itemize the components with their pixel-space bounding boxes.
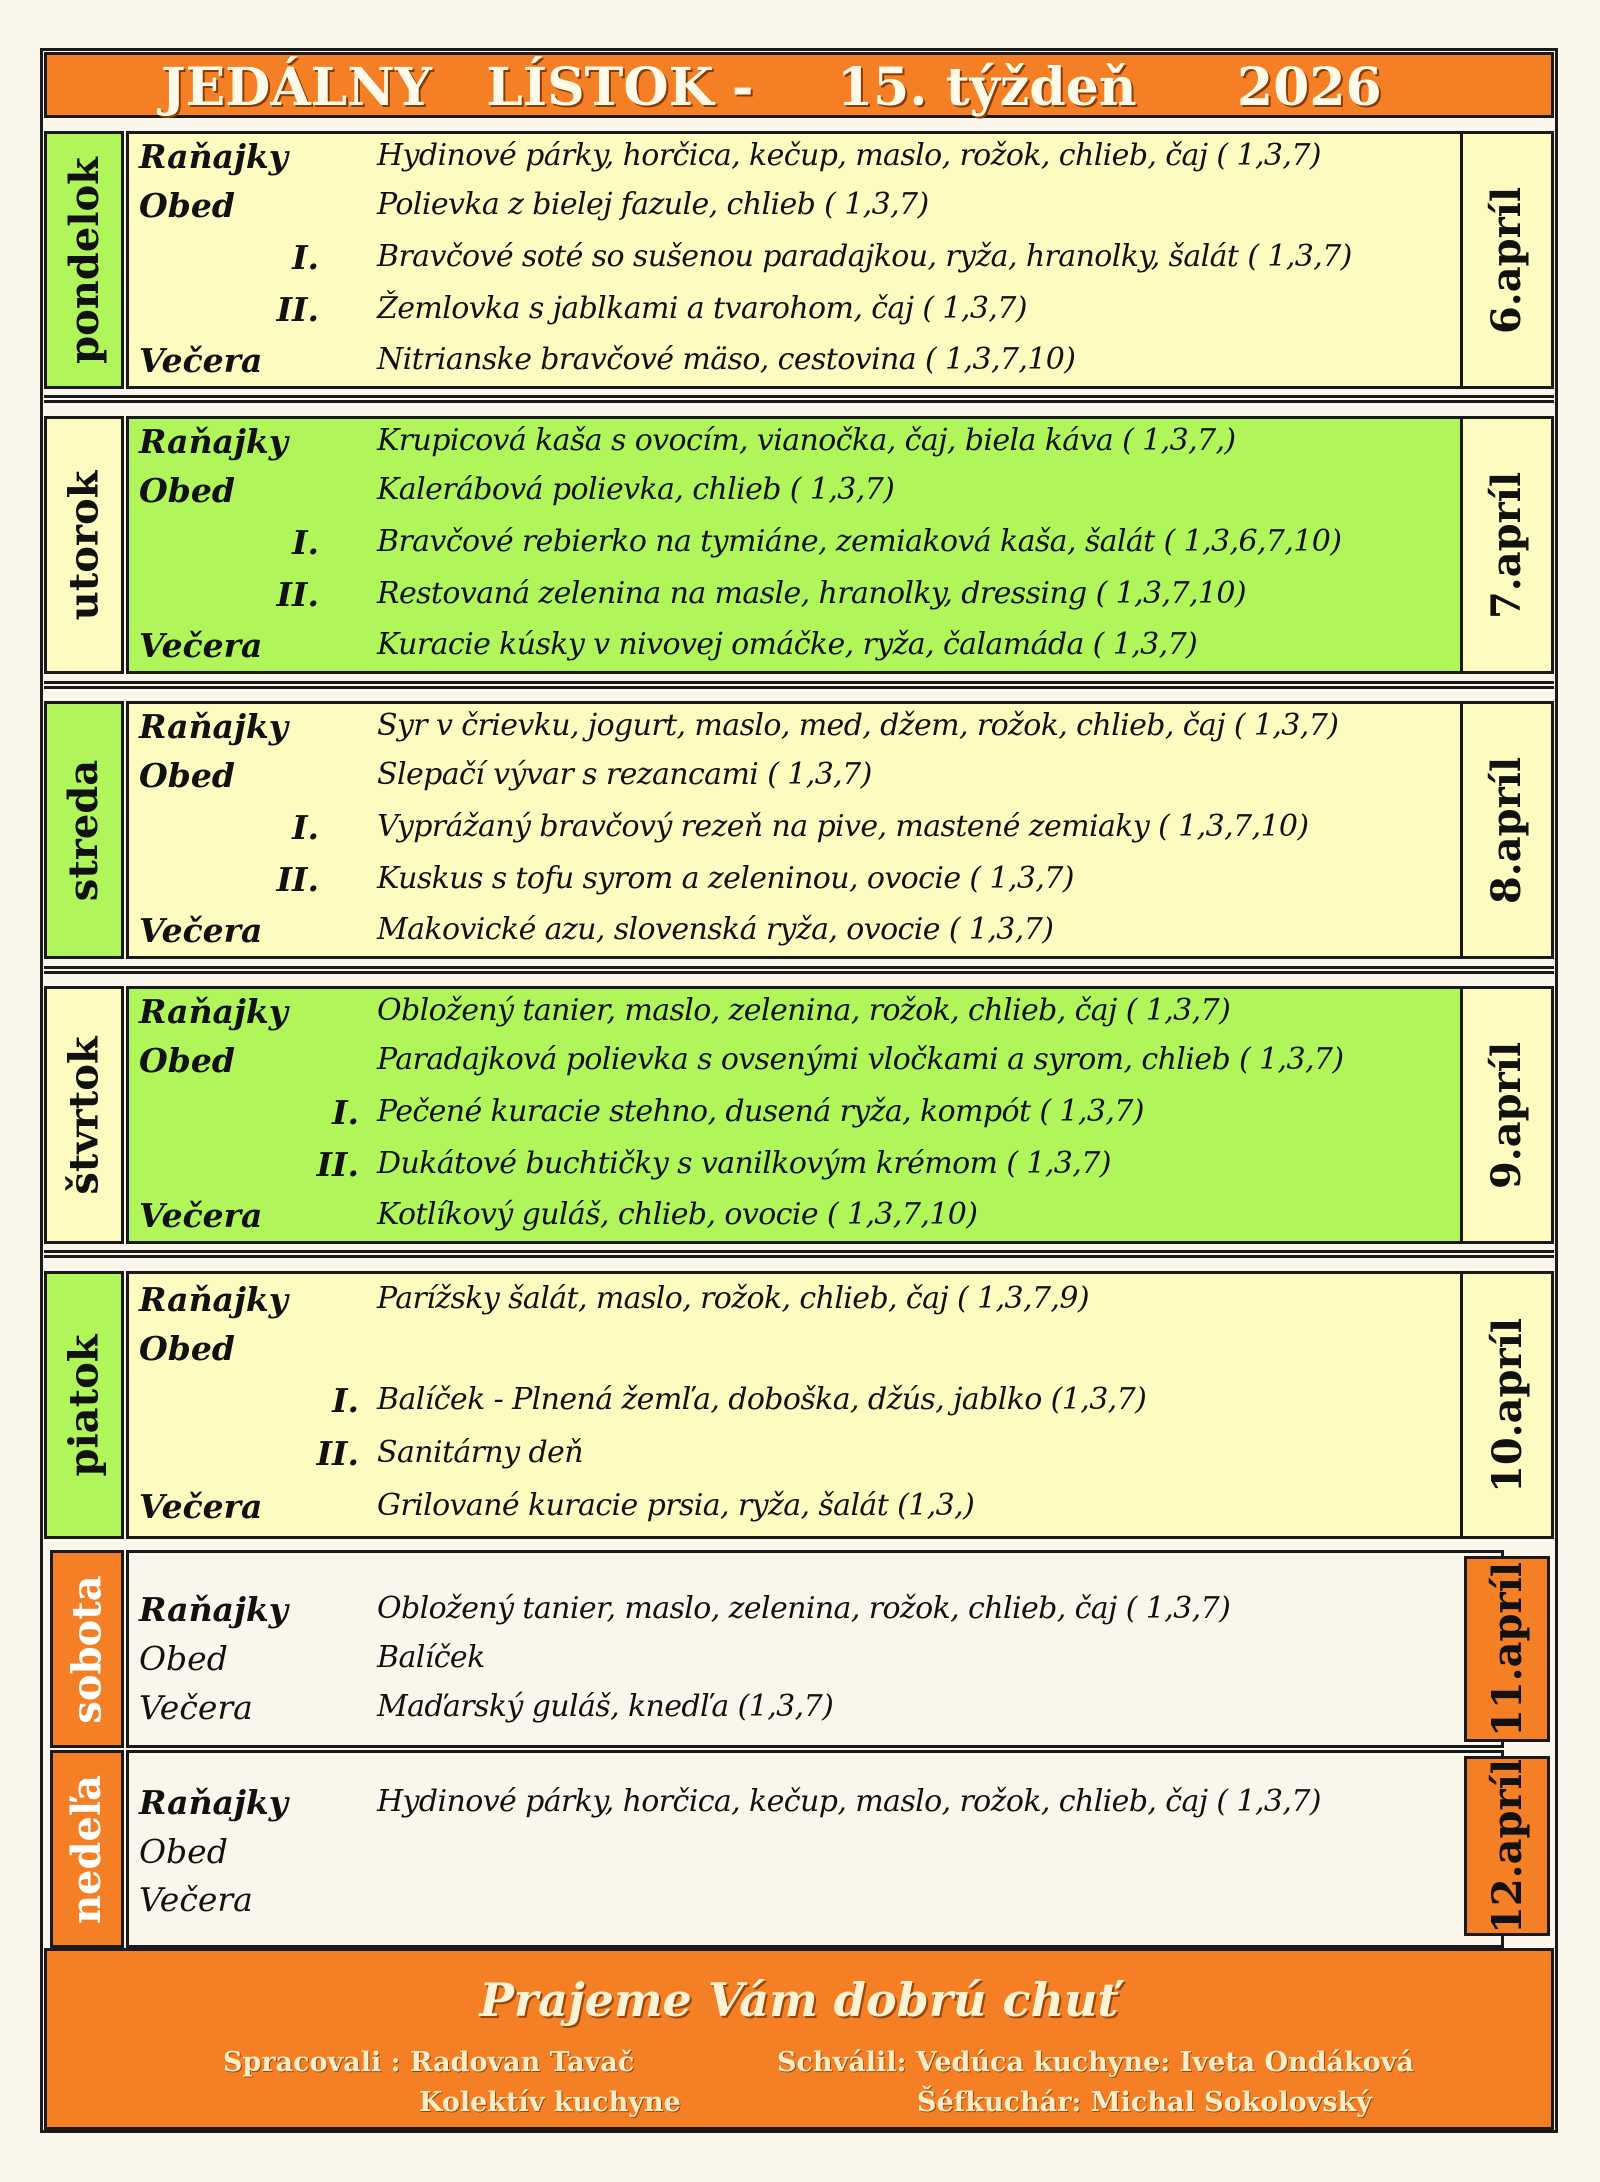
- option-1-dish: Balíček - Plnená žemľa, doboška, džús, jablko (1,3,7): [377, 1382, 1147, 1417]
- day-name: sobota: [63, 1574, 111, 1724]
- lunch-label: Obed: [139, 1329, 235, 1368]
- head-chef: Šéfkuchár: Michal Sokolovský: [917, 2087, 1372, 2118]
- prepared-by: Spracovali : Radovan Tavač: [223, 2047, 635, 2078]
- dinner-dish: Makovické azu, slovenská ryža, ovocie ( 1,3,7): [377, 912, 1054, 947]
- option-1-dish: Vyprážaný bravčový rezeň na pive, mastené zemiaky ( 1,3,7,10): [377, 809, 1309, 844]
- lunch-soup: Polievka z bielej fazule, chlieb ( 1,3,7): [377, 187, 929, 222]
- breakfast-label: Raňajky: [139, 137, 288, 176]
- breakfast-label: Raňajky: [139, 1280, 288, 1319]
- breakfast-label: Raňajky: [139, 422, 288, 461]
- breakfast-dish: Obložený tanier, maslo, zelenina, rožok, chlieb, čaj ( 1,3,7): [377, 993, 1231, 1028]
- dinner-label: Večera: [139, 1487, 263, 1526]
- divider: [44, 395, 1554, 403]
- day-name-cell: [44, 701, 124, 959]
- breakfast-label: Raňajky: [139, 992, 288, 1031]
- menu-title: JEDÁLNY LÍSTOK -: [161, 57, 754, 118]
- day-date-cell: [1460, 416, 1554, 674]
- day-date-cell: [1464, 1756, 1550, 1936]
- day-name-cell: [50, 1750, 124, 1948]
- option-2-label: II.: [276, 290, 319, 329]
- day-menu: [126, 986, 1504, 1244]
- breakfast-label: Raňajky: [139, 1590, 288, 1629]
- week-number: 15. týždeň: [837, 57, 1137, 118]
- breakfast-dish: Obložený tanier, maslo, zelenina, rožok, chlieb, čaj ( 1,3,7): [377, 1591, 1231, 1626]
- day-wednesday: [44, 701, 1554, 959]
- day-menu: [126, 1271, 1504, 1539]
- day-date-cell: [1464, 1556, 1550, 1742]
- option-1-dish: Bravčové soté so sušenou paradajkou, ryža, hranolky, šalát ( 1,3,7): [377, 239, 1352, 274]
- dinner-label: Večera: [139, 341, 263, 380]
- day-date: 12.apríl: [1483, 1758, 1531, 1934]
- option-2-label: II.: [316, 1145, 359, 1184]
- day-date-cell: [1460, 1271, 1554, 1539]
- menu-footer: [44, 1948, 1554, 2130]
- option-2-dish: Sanitárny deň: [377, 1435, 583, 1470]
- day-name: štvrtok: [60, 1035, 108, 1195]
- breakfast-dish: Hydinové párky, horčica, kečup, maslo, rožok, chlieb, čaj ( 1,3,7): [377, 1784, 1321, 1819]
- day-name-cell: [44, 986, 124, 1244]
- day-name: piatok: [60, 1334, 108, 1476]
- option-2-dish: Žemlovka s jablkami a tvarohom, čaj ( 1,3,7): [377, 291, 1027, 326]
- option-2-label: II.: [276, 575, 319, 614]
- option-2-dish: Restovaná zelenina na masle, hranolky, dressing ( 1,3,7,10): [377, 576, 1246, 611]
- day-menu: [126, 701, 1504, 959]
- day-name: pondelok: [60, 156, 108, 364]
- year: 2026: [1237, 57, 1382, 118]
- day-date: 11.apríl: [1483, 1561, 1531, 1737]
- dinner-dish: Grilované kuracie prsia, ryža, šalát (1,3,): [377, 1488, 975, 1523]
- breakfast-dish: Krupicová kaša s ovocím, vianočka, čaj, biela káva ( 1,3,7,): [377, 423, 1236, 458]
- lunch-label: Obed: [139, 471, 235, 510]
- option-1-label: I.: [292, 238, 319, 277]
- divider: [44, 681, 1554, 689]
- dinner-dish: Kotlíkový guláš, chlieb, ovocie ( 1,3,7,10): [377, 1197, 978, 1232]
- lunch-soup: Paradajková polievka s ovsenými vločkami a syrom, chlieb ( 1,3,7): [377, 1042, 1344, 1077]
- lunch-label: Obed: [139, 1639, 228, 1678]
- day-name-cell: [50, 1550, 124, 1748]
- dinner-label: Večera: [139, 911, 263, 950]
- option-2-label: II.: [316, 1434, 359, 1473]
- breakfast-dish: Syr v črievku, jogurt, maslo, med, džem, rožok, chlieb, čaj ( 1,3,7): [377, 708, 1339, 743]
- menu-header: [44, 52, 1554, 118]
- lunch-soup: Slepačí vývar s rezancami ( 1,3,7): [377, 757, 872, 792]
- option-1-label: I.: [292, 523, 319, 562]
- approved-by: Schválil: Vedúca kuchyne: Iveta Ondáková: [777, 2047, 1414, 2078]
- day-menu: [126, 1550, 1504, 1748]
- dinner-dish: Maďarský guláš, knedľa (1,3,7): [377, 1689, 834, 1724]
- dinner-dish: Kuracie kúsky v nivovej omáčke, ryža, čalamáda ( 1,3,7): [377, 627, 1198, 662]
- day-friday: [44, 1271, 1554, 1539]
- dinner-label: Večera: [139, 626, 263, 665]
- divider: [44, 1250, 1554, 1258]
- lunch-label: Obed: [139, 186, 235, 225]
- day-date: 10.apríl: [1483, 1317, 1531, 1493]
- day-menu: [126, 416, 1504, 674]
- day-saturday: [44, 1550, 1554, 1748]
- dinner-label: Večera: [139, 1196, 263, 1235]
- breakfast-dish: Parížsky šalát, maslo, rožok, chlieb, čaj ( 1,3,7,9): [377, 1281, 1089, 1316]
- day-name: streda: [60, 759, 108, 901]
- day-name: utorok: [60, 470, 108, 620]
- day-thursday: [44, 986, 1554, 1244]
- lunch-label: Obed: [139, 1832, 228, 1871]
- day-sunday: [44, 1750, 1554, 1948]
- option-2-dish: Dukátové buchtičky s vanilkovým krémom ( 1,3,7): [377, 1146, 1111, 1181]
- day-date-cell: [1460, 701, 1554, 959]
- day-tuesday: [44, 416, 1554, 674]
- dinner-dish: Nitrianske bravčové mäso, cestovina ( 1,3,7,10): [377, 342, 1076, 377]
- option-1-label: I.: [292, 808, 319, 847]
- day-date: 6.apríl: [1483, 186, 1531, 334]
- breakfast-label: Raňajky: [139, 707, 288, 746]
- option-1-dish: Pečené kuracie stehno, dusená ryža, kompót ( 1,3,7): [377, 1094, 1144, 1129]
- day-name-cell: [44, 1271, 124, 1539]
- day-date-cell: [1460, 131, 1554, 389]
- lunch-dish: Balíček: [377, 1640, 485, 1675]
- day-date: 7.apríl: [1483, 471, 1531, 619]
- option-1-label: I.: [332, 1093, 359, 1132]
- day-date: 9.apríl: [1483, 1041, 1531, 1189]
- option-1-label: I.: [332, 1381, 359, 1420]
- divider: [44, 966, 1554, 974]
- option-2-dish: Kuskus s tofu syrom a zeleninou, ovocie ( 1,3,7): [377, 861, 1074, 896]
- lunch-label: Obed: [139, 1041, 235, 1080]
- dinner-label: Večera: [139, 1688, 253, 1727]
- day-name: nedeľa: [63, 1774, 111, 1924]
- day-menu: [126, 131, 1504, 389]
- day-name-cell: [44, 131, 124, 389]
- breakfast-dish: Hydinové párky, horčica, kečup, maslo, rožok, chlieb, čaj ( 1,3,7): [377, 138, 1321, 173]
- day-date: 8.apríl: [1483, 756, 1531, 904]
- option-1-dish: Bravčové rebierko na tymiáne, zemiaková kaša, šalát ( 1,3,6,7,10): [377, 524, 1342, 559]
- lunch-label: Obed: [139, 756, 235, 795]
- dinner-label: Večera: [139, 1880, 253, 1919]
- bon-appetit: Prajeme Vám dobrú chuť: [479, 1973, 1119, 2027]
- day-date-cell: [1460, 986, 1554, 1244]
- prepared-team: Kolektív kuchyne: [419, 2087, 681, 2118]
- day-name-cell: [44, 416, 124, 674]
- day-monday: [44, 131, 1554, 389]
- day-menu: [126, 1750, 1504, 1948]
- option-2-label: II.: [276, 860, 319, 899]
- lunch-soup: Kalerábová polievka, chlieb ( 1,3,7): [377, 472, 895, 507]
- breakfast-label: Raňajky: [139, 1783, 288, 1822]
